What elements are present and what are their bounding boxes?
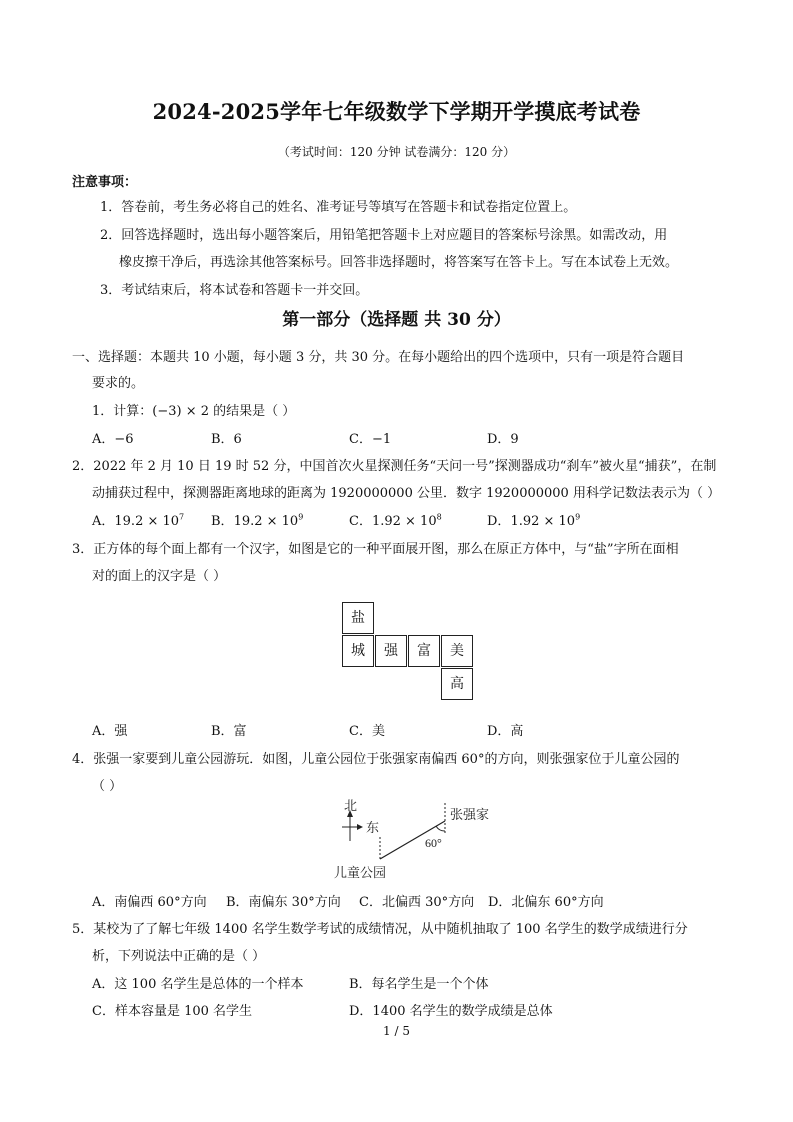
option-value: 1.92 × 10	[510, 514, 576, 529]
angle-label: 60°	[425, 836, 442, 850]
net-face: 强	[375, 635, 407, 667]
question-5-stem-continued: 析，下列说法中正确的是（ ）	[92, 949, 266, 964]
question-5-option-b[interactable]: B．每名学生是一个个体	[349, 977, 489, 992]
angle-arc	[436, 826, 445, 831]
question-5-stem: 5．某校为了了解七年级 1400 名学生数学考试的成绩情况，从中随机抽取了 100 名学生的数学成绩进行分	[72, 922, 688, 937]
section-heading: 第一部分（选择题 共 30 分）	[282, 310, 511, 330]
option-label: C．	[349, 514, 372, 529]
notice-item: 3．考试结束后，将本试卷和答题卡一并交回。	[100, 283, 369, 298]
net-face: 城	[342, 635, 374, 667]
question-2-option-b[interactable]	[211, 510, 303, 529]
notice-item: 2．回答选择题时，选出每小题答案后，用铅笔把答题卡上对应题目的答案标号涂黑。如需改动，用	[100, 228, 668, 243]
option-exponent: 8	[436, 512, 442, 522]
option-label: A．	[92, 514, 115, 529]
question-3-option-c[interactable]: C．美	[349, 724, 385, 739]
question-4-option-b[interactable]: B．南偏东 30°方向	[226, 895, 341, 910]
question-4-option-a[interactable]: A．南偏西 60°方向	[92, 895, 207, 910]
question-2-option-d[interactable]	[487, 510, 580, 529]
part-intro: 一、选择题：本题共 10 小题，每小题 3 分，共 30 分。在每小题给出的四个选项中，只有一项是符合题目	[72, 350, 685, 365]
question-5-option-c[interactable]: C．样本容量是 100 名学生	[92, 1004, 253, 1019]
question-2-stem: 2．2022 年 2 月 10 日 19 时 52 分，中国首次火星探测任务“天问一号”探测器成功“刹车”被火星“捕获”，在制	[72, 459, 717, 474]
net-face: 美	[441, 635, 473, 667]
notice-item: 1．答卷前，考生务必将自己的姓名、准考证号等填写在答题卡和试卷指定位置上。	[100, 200, 577, 215]
option-exponent: 9	[575, 512, 581, 522]
question-3-option-b[interactable]: B．富	[211, 724, 247, 739]
option-value: 19.2 × 10	[114, 514, 180, 529]
option-exponent: 9	[298, 512, 304, 522]
net-face: 富	[408, 635, 440, 667]
exam-subtitle: （考试时间：120 分钟 试卷满分：120 分）	[277, 145, 516, 159]
question-4-option-c[interactable]: C．北偏西 30°方向	[359, 895, 475, 910]
compass-icon	[342, 810, 363, 841]
question-1-option-c[interactable]: C．−1	[349, 432, 392, 447]
page-number: 1 / 5	[383, 1024, 410, 1038]
option-exponent: 7	[179, 512, 185, 522]
question-3-stem: 3．正方体的每个面上都有一个汉字，如图是它的一种平面展开图，那么在原正方体中，与“盐”字所在面相	[72, 542, 679, 557]
net-face-top: 盐	[342, 602, 374, 634]
question-4-stem-continued: （ ）	[92, 779, 123, 794]
question-2-option-c[interactable]	[349, 510, 442, 529]
option-value: 19.2 × 10	[233, 514, 299, 529]
question-2-option-a[interactable]	[92, 510, 184, 529]
net-face-bottom: 高	[441, 668, 473, 700]
north-label: 北	[344, 798, 358, 813]
question-3-option-a[interactable]: A．强	[92, 724, 128, 739]
home-label: 张强家	[450, 807, 490, 822]
question-2-stem-continued: 动捕获过程中，探测器距离地球的距离为 1920000000 公里．数字 1920000000 用科学记数法表示为（ ）	[92, 486, 721, 501]
option-label: D．	[487, 514, 511, 529]
notice-heading: 注意事项：	[72, 175, 138, 190]
exam-title: 2024-2025学年七年级数学下学期开学摸底考试卷	[152, 99, 641, 124]
option-value: 1.92 × 10	[371, 514, 437, 529]
part-intro-continued: 要求的。	[92, 376, 145, 391]
question-5-option-d[interactable]: D．1400 名学生的数学成绩是总体	[349, 1004, 553, 1019]
question-3-option-d[interactable]: D．高	[487, 724, 524, 739]
option-label: B．	[211, 514, 234, 529]
direction-figure	[330, 797, 510, 883]
question-5-option-a[interactable]: A．这 100 名学生是总体的一个样本	[92, 977, 304, 992]
question-1-option-b[interactable]: B．6	[211, 432, 242, 447]
question-1-option-d[interactable]: D．9	[487, 432, 519, 447]
park-label: 儿童公园	[334, 865, 387, 880]
question-3-stem-continued: 对的面上的汉字是（ ）	[92, 569, 227, 584]
question-4-stem: 4．张强一家要到儿童公园游玩．如图，儿童公园位于张强家南偏西 60°的方向，则张强家位于儿童公园的	[72, 752, 680, 767]
east-label: 东	[366, 820, 380, 835]
question-1-stem: 1．计算：(−3) × 2 的结果是（ ）	[92, 404, 296, 419]
question-4-option-d[interactable]: D．北偏东 60°方向	[488, 895, 604, 910]
notice-item-continued: 橡皮擦干净后，再选涂其他答案标号。回答非选择题时，将答案写在答卡上。写在本试卷上无效。	[119, 255, 679, 270]
question-1-option-a[interactable]: A．−6	[92, 432, 134, 447]
